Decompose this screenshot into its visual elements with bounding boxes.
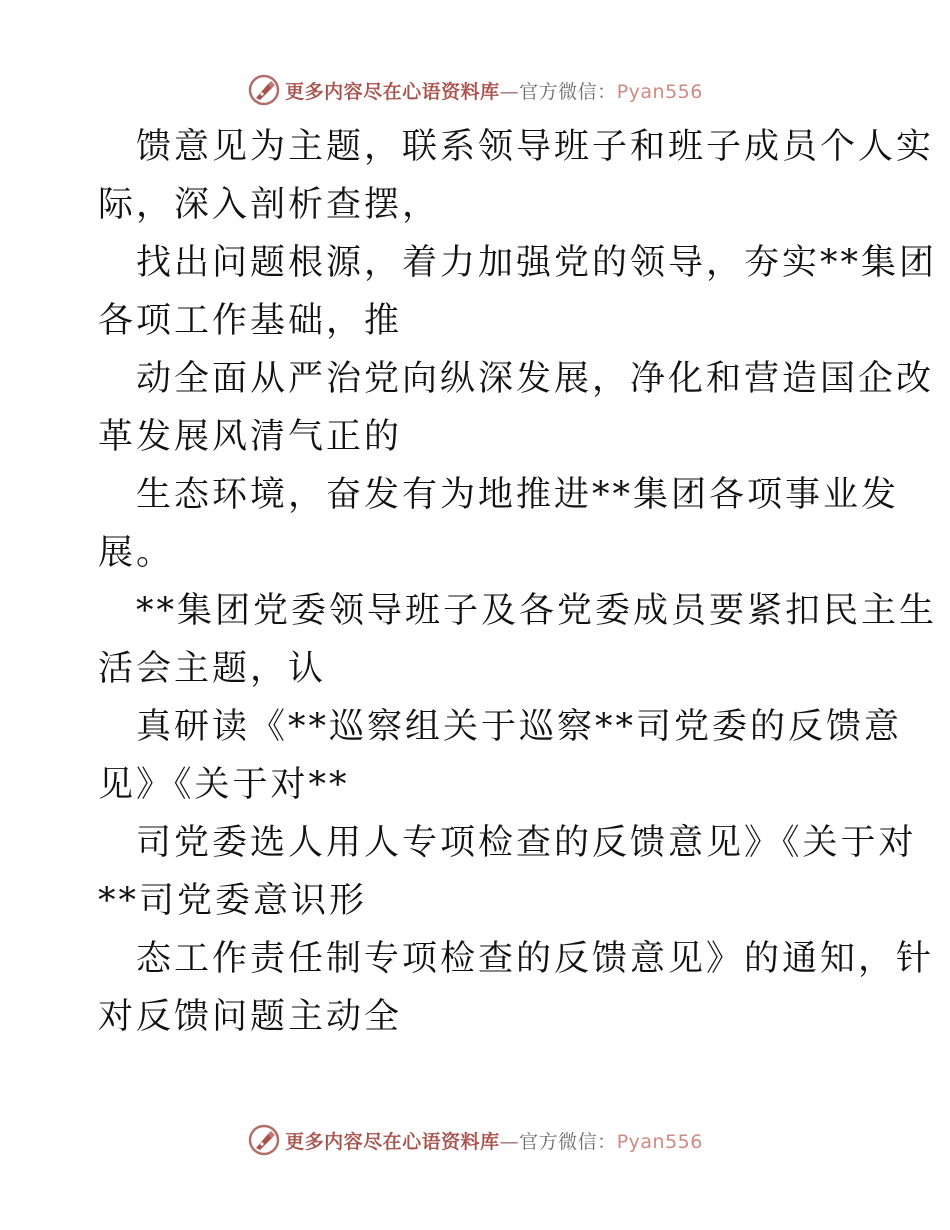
document-body [98, 118, 938, 1046]
body-text-line: 对反馈问题主动全 [98, 997, 403, 1037]
watermark-label: 官方微信： [519, 1130, 617, 1153]
watermark-separator: — [499, 80, 520, 103]
pen-nib-circle-icon [247, 1123, 281, 1157]
body-text-line: 态工作责任制专项检查的反馈意见》的通知，针 [136, 939, 935, 979]
body-text-line: 各项工作基础，推 [98, 301, 403, 341]
body-text-line: 革发展风清气正的 [98, 417, 403, 457]
footer-watermark [0, 1120, 950, 1160]
body-text-line: 见》《关于对** [98, 765, 350, 805]
watermark-id: Pyan556 [616, 80, 703, 103]
body-text-line: 动全面从严治党向纵深发展，净化和营造国企改 [136, 359, 935, 399]
body-text-line: 活会主题，认 [98, 649, 327, 689]
body-text-line: **司党委意识形 [98, 881, 368, 921]
watermark-text [285, 77, 703, 104]
pen-nib-circle-icon [247, 73, 281, 107]
body-text-line: 找出问题根源，着力加强党的领导，夯实**集团 [136, 243, 938, 283]
body-text-line: **集团党委领导班子及各党委成员要紧扣民主生 [136, 591, 938, 631]
body-text-line: 展。 [98, 533, 175, 573]
body-text-line: 司党委选人用人专项检查的反馈意见》《关于对 [136, 823, 917, 863]
watermark-brand: 更多内容尽在心语资料库 [285, 80, 500, 103]
watermark-brand: 更多内容尽在心语资料库 [285, 1130, 500, 1153]
watermark-text [285, 1127, 703, 1154]
watermark-id: Pyan556 [616, 1130, 703, 1153]
body-text-line: 馈意见为主题，联系领导班子和班子成员个人实 [136, 127, 935, 167]
header-watermark [0, 70, 950, 110]
watermark-separator: — [499, 1130, 520, 1153]
body-text-line: 际，深入剖析查摆， [98, 185, 441, 225]
body-text-line: 生态环境，奋发有为地推进**集团各项事业发 [136, 475, 900, 515]
body-text-line: 真研读《**巡察组关于巡察**司党委的反馈意 [136, 707, 903, 747]
watermark-label: 官方微信： [519, 80, 617, 103]
